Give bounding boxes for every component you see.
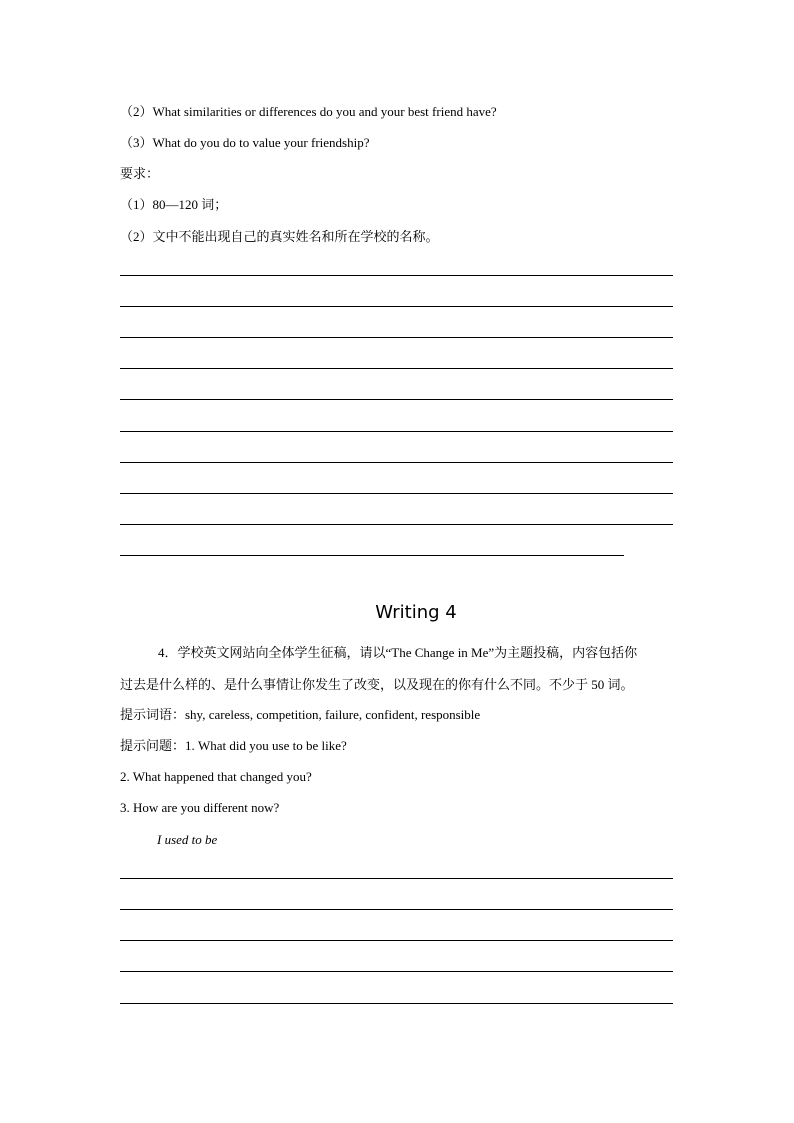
section-title: Writing 4 xyxy=(375,602,457,623)
starter-text: I used to be xyxy=(157,832,218,847)
answer-line[interactable] xyxy=(120,878,673,879)
requirements-heading: 要求： xyxy=(120,166,160,181)
answer-line[interactable] xyxy=(120,306,673,307)
answer-line[interactable] xyxy=(120,368,673,369)
answer-line[interactable] xyxy=(120,275,673,276)
answer-line[interactable] xyxy=(120,909,673,910)
hint-question-2: 2. What happened that changed you? xyxy=(120,769,312,784)
question-2: （2）What similarities or differences do you and your best friend have? xyxy=(120,104,497,119)
answer-line[interactable] xyxy=(120,431,673,432)
hint-words: 提示词语：shy, careless, competition, failure, confident, responsible xyxy=(120,707,481,722)
answer-line[interactable] xyxy=(120,940,673,941)
answer-line[interactable] xyxy=(120,462,673,463)
answer-line[interactable] xyxy=(120,399,673,400)
hint-question-1: 提示问题：1. What did you use to be like? xyxy=(120,738,347,753)
requirement-2: （2）文中不能出现自己的真实姓名和所在学校的名称。 xyxy=(120,229,439,244)
requirement-1: （1）80—120 词； xyxy=(120,197,228,212)
writing4-prompt-line-1: 4．学校英文网站向全体学生征稿，请以“The Change in Me”为主题投稿，内容包括你 xyxy=(158,645,638,660)
answer-line[interactable] xyxy=(120,493,673,494)
hint-question-3: 3. How are you different now? xyxy=(120,800,280,815)
writing4-prompt-line-2: 过去是什么样的、是什么事情让你发生了改变，以及现在的你有什么不同。不少于 50 词。 xyxy=(120,677,634,692)
answer-line[interactable] xyxy=(120,555,624,556)
answer-line[interactable] xyxy=(120,1003,673,1004)
answer-line[interactable] xyxy=(120,337,673,338)
answer-line[interactable] xyxy=(120,524,673,525)
question-3: （3）What do you do to value your friendship? xyxy=(120,135,370,150)
answer-line[interactable] xyxy=(120,971,673,972)
